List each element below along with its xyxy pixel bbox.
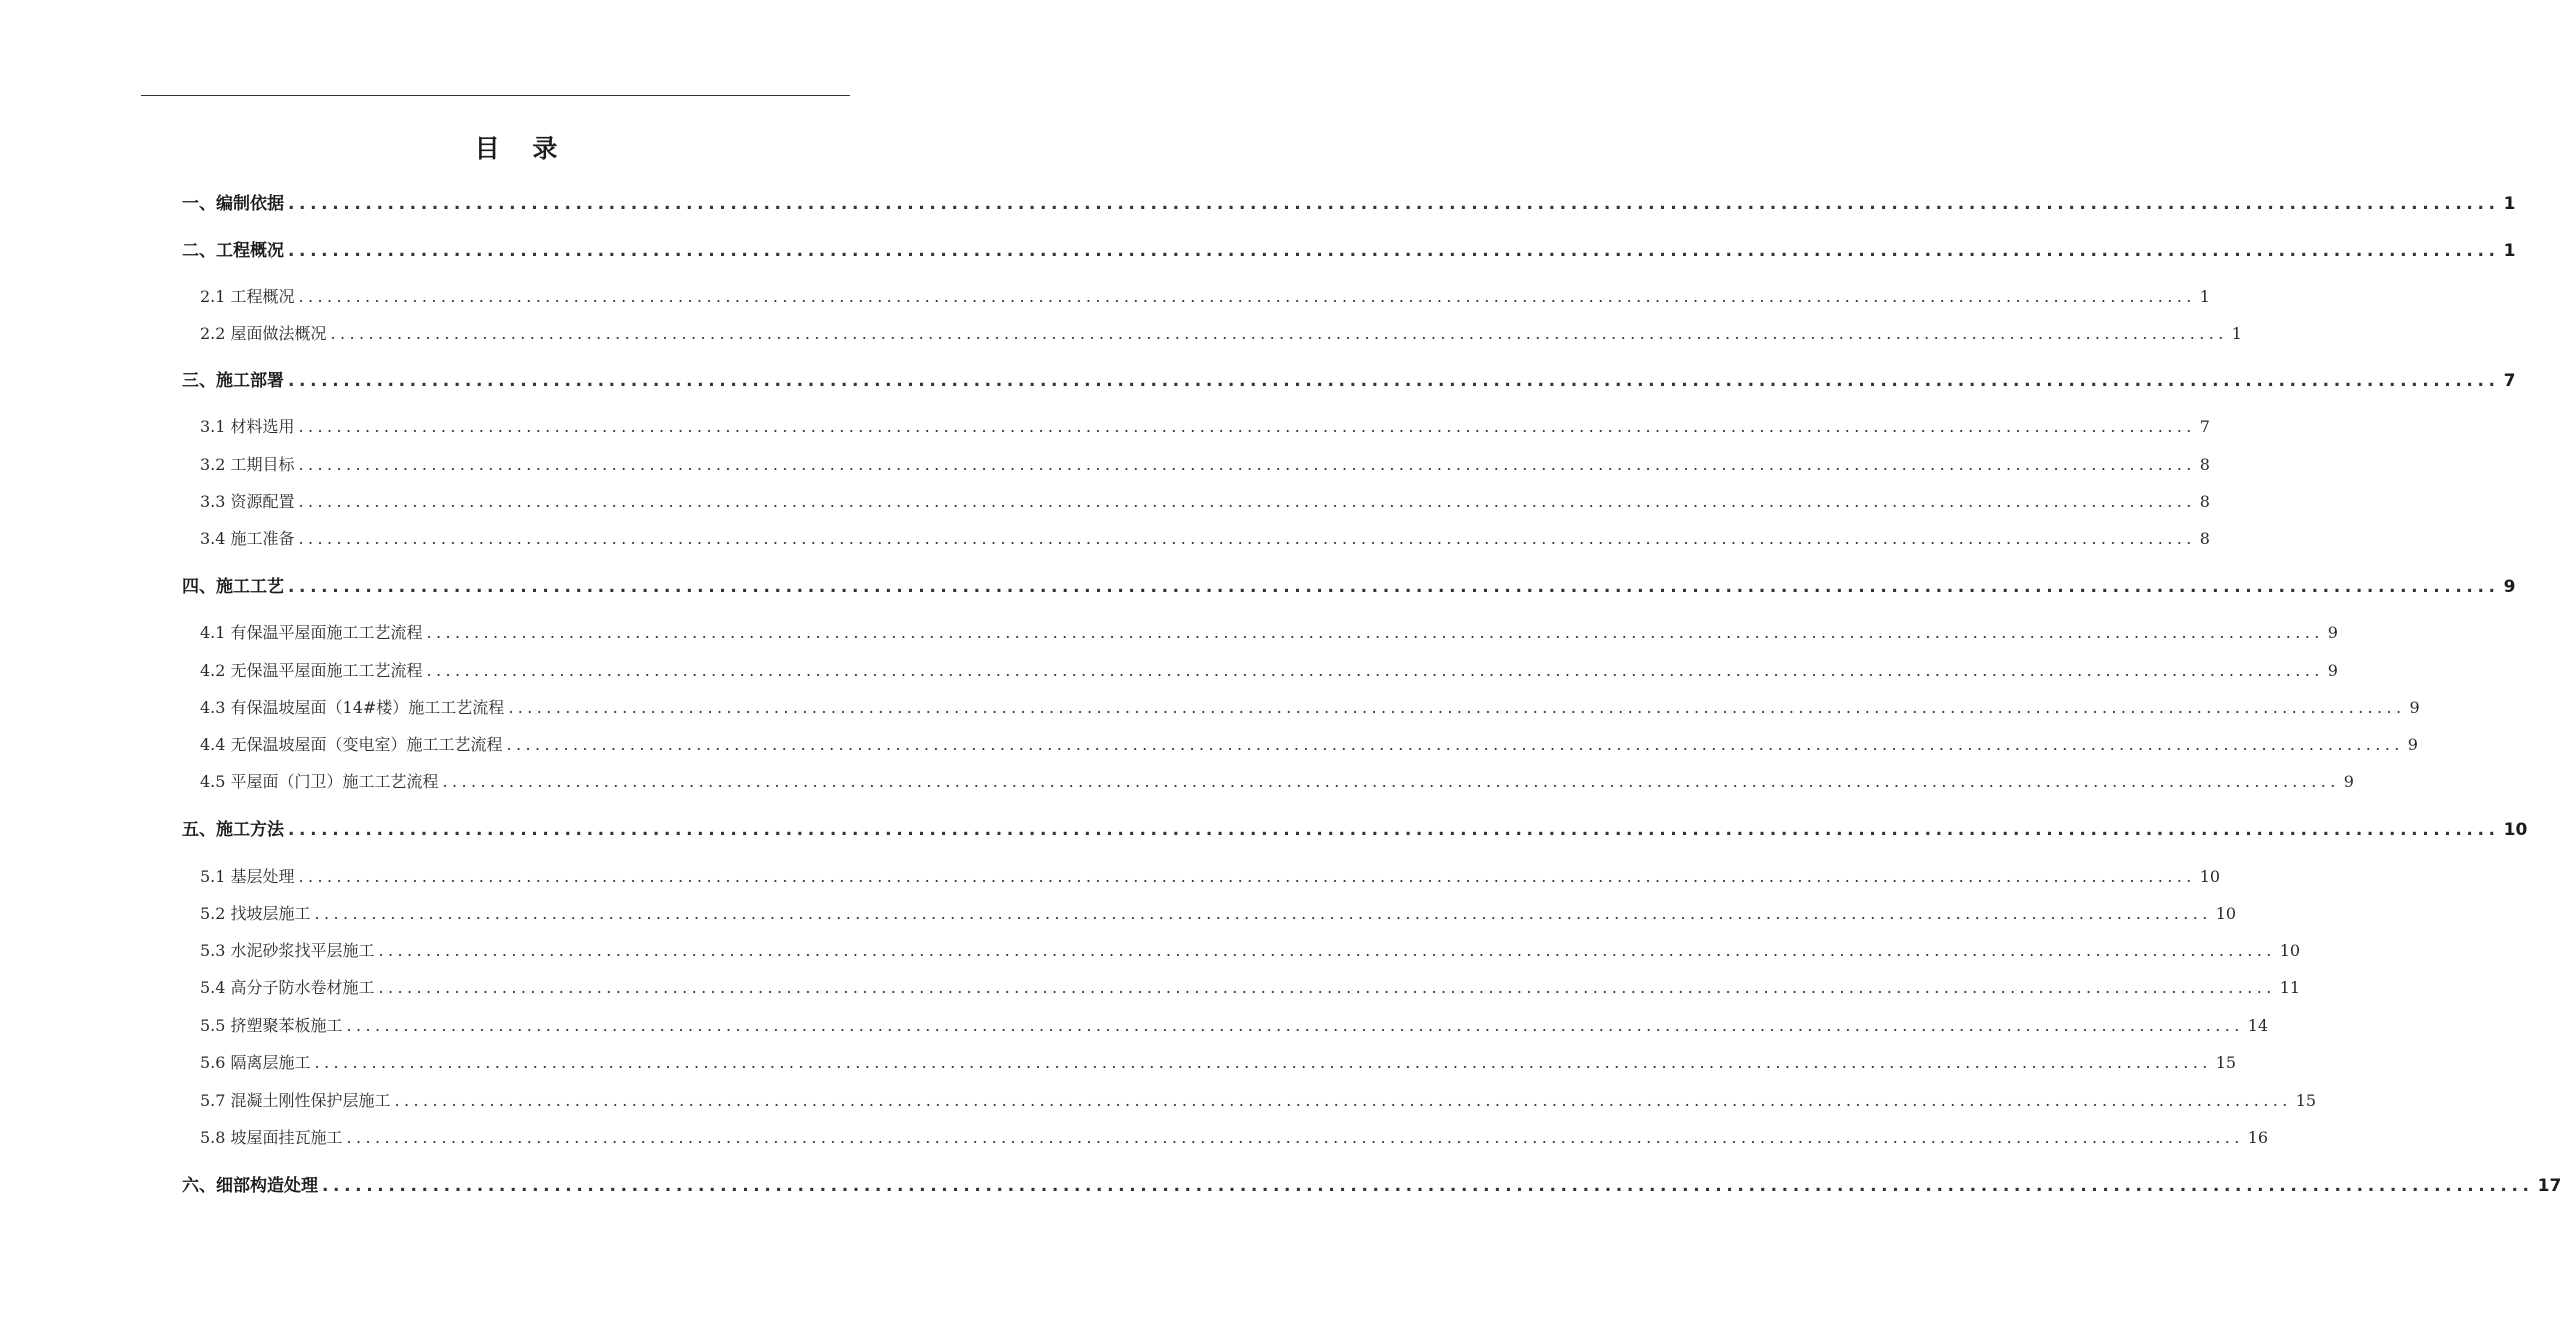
- toc-subsection-entry[interactable]: [200, 323, 2242, 345]
- toc-subsection-entry[interactable]: [200, 660, 2338, 682]
- toc-entry-label: 一、编制依据: [182, 194, 284, 214]
- toc-subsection-entry[interactable]: [200, 977, 2301, 999]
- toc-section-entry[interactable]: [182, 1175, 2561, 1197]
- toc-section-entry[interactable]: [182, 240, 2516, 262]
- toc-dot-leader: ........................................................................................................................................................................................................: [298, 455, 2196, 474]
- toc-subsection-entry[interactable]: [200, 528, 2210, 550]
- toc-section-entry[interactable]: [182, 576, 2516, 598]
- toc-dot-leader: ........................................................................................................................................................................................................: [298, 417, 2196, 436]
- toc-entry-page-number: 9: [2407, 735, 2418, 754]
- toc-entry-page-number: 1: [2503, 241, 2516, 261]
- toc-entry-page-number: 17: [2537, 1176, 2561, 1196]
- toc-dot-leader: ........................................................................................................................................................................................................: [298, 287, 2196, 306]
- header-rule: [141, 95, 850, 96]
- toc-entry-label: 4.5 平屋面（门卫）施工工艺流程: [200, 772, 439, 791]
- toc-entry-label: 5.2 找坡层施工: [200, 904, 311, 923]
- toc-entry-label: 5.5 挤塑聚苯板施工: [200, 1016, 343, 1035]
- toc-entry-page-number: 8: [2199, 455, 2210, 474]
- toc-dot-leader: ........................................................................................................................................................................................................: [426, 623, 2324, 642]
- toc-dot-leader: ........................................................................................................................................................................................................: [288, 577, 2500, 597]
- toc-entry-label: 3.3 资源配置: [200, 492, 295, 511]
- toc-entry-label: 六、细部构造处理: [182, 1176, 318, 1196]
- toc-dot-leader: ........................................................................................................................................................................................................: [378, 978, 2276, 997]
- toc-dot-leader: ........................................................................................................................................................................................................: [346, 1128, 2244, 1147]
- toc-subsection-entry[interactable]: [200, 1127, 2269, 1149]
- toc-entry-label: 5.1 基层处理: [200, 867, 295, 886]
- toc-entry-label: 4.4 无保温坡屋面（变电室）施工工艺流程: [200, 735, 503, 754]
- toc-entry-label: 五、施工方法: [182, 820, 284, 840]
- toc-entry-page-number: 10: [2199, 867, 2221, 886]
- toc-dot-leader: ........................................................................................................................................................................................................: [394, 1091, 2292, 1110]
- toc-dot-leader: ........................................................................................................................................................................................................: [508, 698, 2406, 717]
- toc-entry-page-number: 9: [2503, 577, 2516, 597]
- toc-subsection-entry[interactable]: [200, 734, 2418, 756]
- toc-entry-label: 2.2 屋面做法概况: [200, 324, 327, 343]
- toc-subsection-entry[interactable]: [200, 1052, 2237, 1074]
- toc-subsection-entry[interactable]: [200, 622, 2338, 644]
- page-title: 目 录: [474, 134, 570, 163]
- toc-entry-page-number: 10: [2279, 941, 2301, 960]
- toc-entry-label: 5.7 混凝土刚性保护层施工: [200, 1091, 391, 1110]
- toc-entry-page-number: 9: [2327, 623, 2338, 642]
- toc-subsection-entry[interactable]: [200, 866, 2221, 888]
- toc-section-entry[interactable]: [182, 819, 2528, 841]
- toc-entry-label: 5.8 坡屋面挂瓦施工: [200, 1128, 343, 1147]
- toc-section-entry[interactable]: [182, 370, 2516, 392]
- toc-subsection-entry[interactable]: [200, 286, 2210, 308]
- toc-entry-label: 5.6 隔离层施工: [200, 1053, 311, 1072]
- toc-dot-leader: ........................................................................................................................................................................................................: [298, 492, 2196, 511]
- toc-dot-leader: ........................................................................................................................................................................................................: [346, 1016, 2244, 1035]
- toc-entry-page-number: 8: [2199, 529, 2210, 548]
- toc-entry-label: 4.2 无保温平屋面施工工艺流程: [200, 661, 423, 680]
- toc-entry-page-number: 15: [2295, 1091, 2317, 1110]
- toc-entry-label: 3.2 工期目标: [200, 455, 295, 474]
- toc-entry-page-number: 10: [2503, 820, 2528, 840]
- toc-entry-page-number: 1: [2231, 324, 2242, 343]
- toc-dot-leader: ........................................................................................................................................................................................................: [298, 867, 2196, 886]
- toc-entry-page-number: 1: [2199, 287, 2210, 306]
- toc-dot-leader: ........................................................................................................................................................................................................: [298, 529, 2196, 548]
- toc-entry-label: 四、施工工艺: [182, 577, 284, 597]
- toc-dot-leader: ........................................................................................................................................................................................................: [314, 904, 2212, 923]
- toc-entry-label: 3.4 施工准备: [200, 529, 295, 548]
- toc-entry-page-number: 9: [2327, 661, 2338, 680]
- toc-dot-leader: ........................................................................................................................................................................................................: [314, 1053, 2212, 1072]
- toc-entry-label: 2.1 工程概况: [200, 287, 295, 306]
- toc-entry-label: 3.1 材料选用: [200, 417, 295, 436]
- toc-subsection-entry[interactable]: [200, 454, 2210, 476]
- toc-entry-page-number: 15: [2215, 1053, 2237, 1072]
- toc-subsection-entry[interactable]: [200, 771, 2354, 793]
- toc-dot-leader: ........................................................................................................................................................................................................: [378, 941, 2276, 960]
- toc-entry-label: 4.1 有保温平屋面施工工艺流程: [200, 623, 423, 642]
- toc-subsection-entry[interactable]: [200, 1015, 2269, 1037]
- toc-dot-leader: ........................................................................................................................................................................................................: [442, 772, 2340, 791]
- toc-entry-page-number: 14: [2247, 1016, 2269, 1035]
- toc-section-entry[interactable]: [182, 193, 2516, 215]
- toc-subsection-entry[interactable]: [200, 940, 2301, 962]
- toc-entry-page-number: 16: [2247, 1128, 2269, 1147]
- toc-entry-page-number: 9: [2343, 772, 2354, 791]
- toc-entry-label: 二、工程概况: [182, 241, 284, 261]
- toc-entry-page-number: 1: [2503, 194, 2516, 214]
- toc-subsection-entry[interactable]: [200, 1090, 2317, 1112]
- toc-entry-label: 4.3 有保温坡屋面（14#楼）施工工艺流程: [200, 698, 505, 717]
- toc-dot-leader: ........................................................................................................................................................................................................: [288, 371, 2500, 391]
- toc-dot-leader: ........................................................................................................................................................................................................: [288, 820, 2500, 840]
- toc-entry-label: 5.3 水泥砂浆找平层施工: [200, 941, 375, 960]
- toc-entry-page-number: 11: [2279, 978, 2301, 997]
- toc-dot-leader: ........................................................................................................................................................................................................: [288, 194, 2500, 214]
- toc-subsection-entry[interactable]: [200, 491, 2210, 513]
- toc-subsection-entry[interactable]: [200, 416, 2210, 438]
- toc-dot-leader: ........................................................................................................................................................................................................: [426, 661, 2324, 680]
- toc-dot-leader: ........................................................................................................................................................................................................: [506, 735, 2404, 754]
- toc-entry-label: 5.4 高分子防水卷材施工: [200, 978, 375, 997]
- toc-entry-page-number: 8: [2199, 492, 2210, 511]
- toc-entry-page-number: 9: [2409, 698, 2420, 717]
- toc-dot-leader: ........................................................................................................................................................................................................: [330, 324, 2228, 343]
- toc-entry-page-number: 7: [2199, 417, 2210, 436]
- toc-dot-leader: ........................................................................................................................................................................................................: [322, 1176, 2534, 1196]
- toc-dot-leader: ........................................................................................................................................................................................................: [288, 241, 2500, 261]
- toc-subsection-entry[interactable]: [200, 903, 2237, 925]
- toc-subsection-entry[interactable]: [200, 697, 2420, 719]
- toc-entry-page-number: 7: [2503, 371, 2516, 391]
- toc-entry-label: 三、施工部署: [182, 371, 284, 391]
- toc-entry-page-number: 10: [2215, 904, 2237, 923]
